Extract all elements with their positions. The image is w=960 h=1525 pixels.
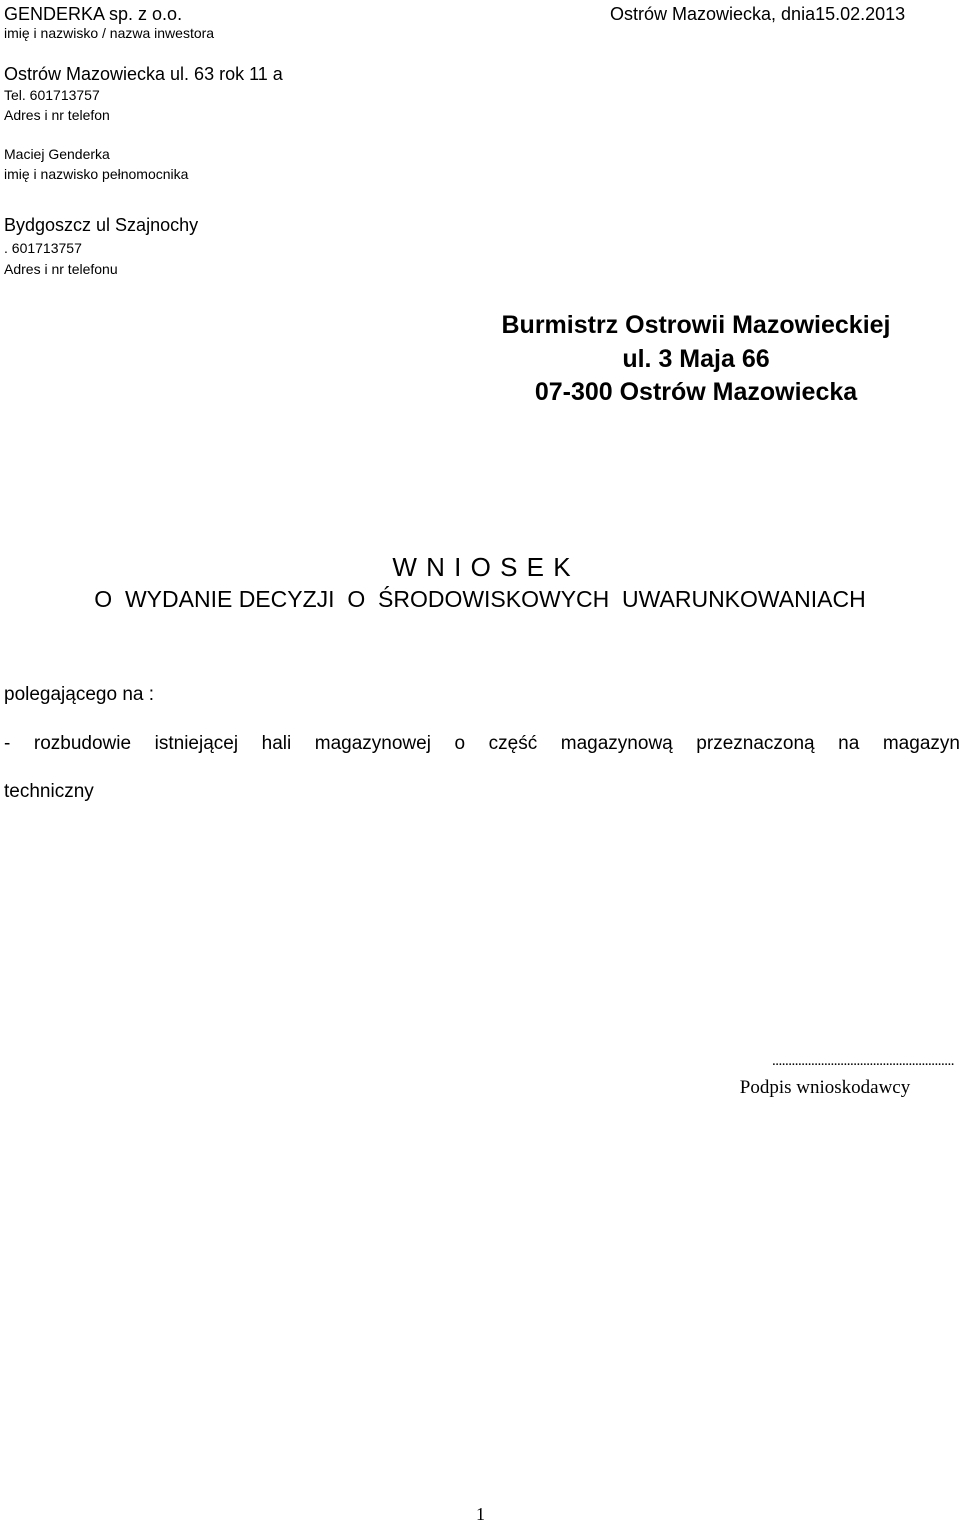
investor-phone: Tel. 601713757 bbox=[4, 87, 100, 103]
body-word: magazyn bbox=[882, 733, 960, 754]
body-word: magazynową bbox=[560, 733, 673, 754]
proxy-phone: . 601713757 bbox=[4, 240, 82, 256]
addressee-line-1: Burmistrz Ostrowii Mazowieckiej bbox=[501, 311, 891, 339]
investor-caption: imię i nazwisko / nazwa inwestora bbox=[4, 25, 215, 41]
addressee-line-3: 07-300 Ostrów Mazowiecka bbox=[534, 378, 858, 406]
investor-address-caption: Adres i nr telefon bbox=[4, 107, 110, 123]
investor-address: Ostrów Mazowiecka ul. 63 rok 11 a bbox=[4, 64, 283, 84]
proxy-address: Bydgoszcz ul Szajnochy bbox=[4, 215, 199, 235]
body-intro: polegającego na : bbox=[4, 684, 155, 705]
proxy-address-caption: Adres i nr telefonu bbox=[4, 261, 118, 277]
company-name: GENDERKA sp. z o.o. bbox=[4, 4, 183, 24]
document-subtitle: O WYDANIE DECYZJI O ŚRODOWISKOWYCH UWARUNKOWANIACH bbox=[94, 586, 866, 612]
proxy-caption: imię i nazwisko pełnomocnika bbox=[4, 166, 189, 182]
proxy-name: Maciej Genderka bbox=[4, 146, 110, 162]
body-word: o bbox=[454, 733, 466, 754]
document-title: W N I O S E K bbox=[392, 552, 572, 582]
body-word: przeznaczoną bbox=[696, 733, 815, 754]
signature-caption: Podpis wnioskodawcy bbox=[739, 1077, 911, 1098]
body-word: rozbudowie bbox=[33, 733, 132, 754]
body-word: - bbox=[4, 733, 11, 754]
page-number: 1 bbox=[476, 1504, 485, 1524]
body-word: magazynowej bbox=[314, 733, 431, 754]
body-line-1 bbox=[4, 733, 960, 755]
body-word: istniejącej bbox=[154, 733, 239, 754]
signature-dots: ........................................................ bbox=[772, 1053, 954, 1069]
body-word: część bbox=[488, 733, 538, 754]
place-date: Ostrów Mazowiecka, dnia15.02.2013 bbox=[610, 4, 906, 24]
addressee-line-2: ul. 3 Maja 66 bbox=[622, 345, 770, 373]
body-word: na bbox=[838, 733, 860, 754]
body-line-2: techniczny bbox=[4, 781, 94, 802]
body-word: hali bbox=[261, 733, 292, 754]
